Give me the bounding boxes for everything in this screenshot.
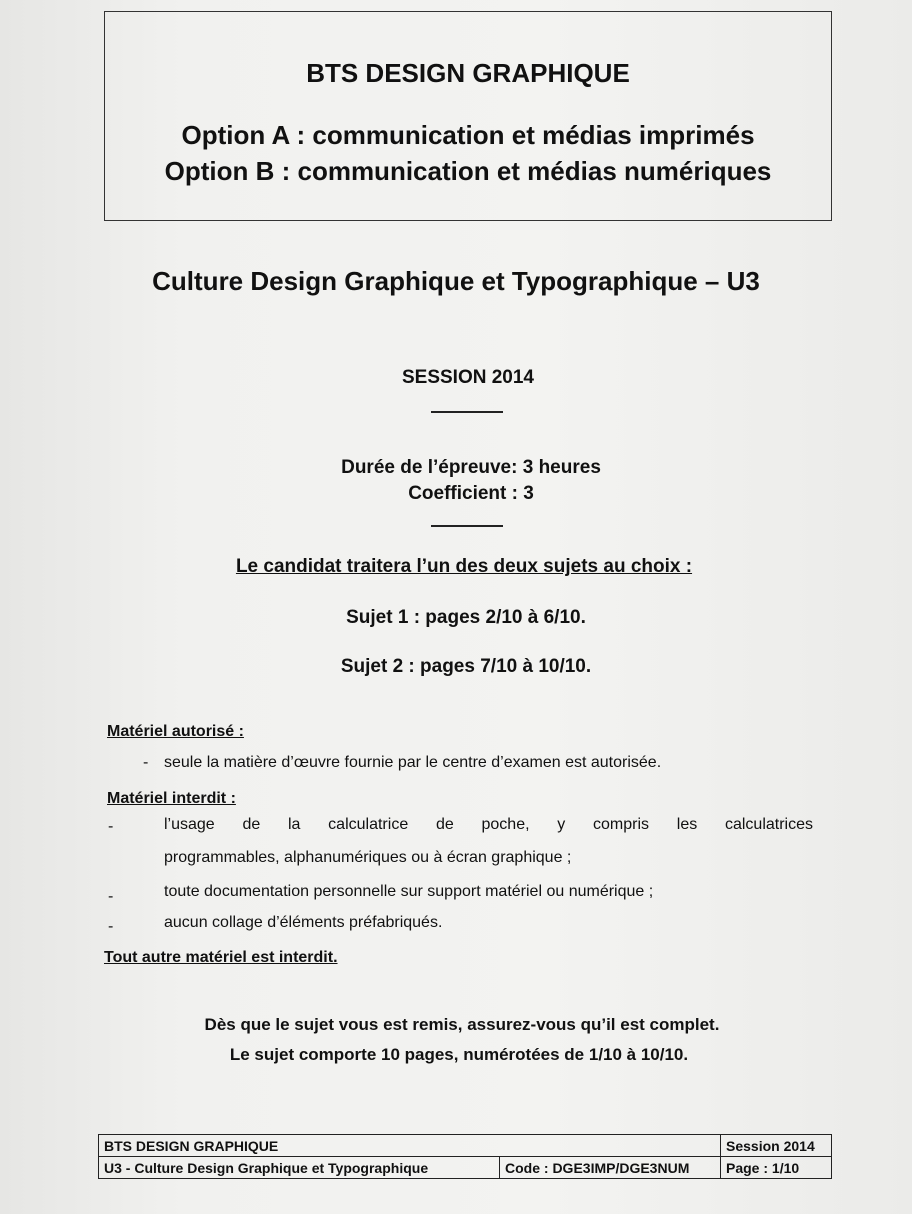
coefficient: Coefficient : 3 xyxy=(408,483,534,504)
program-title: BTS DESIGN GRAPHIQUE xyxy=(306,58,630,88)
authorized-material-heading: Matériel autorisé : xyxy=(107,723,244,740)
choice-instruction: Le candidat traitera l’un des deux sujets au choix : xyxy=(235,556,693,577)
authorized-item: seule la matière d’œuvre fournie par le centre d’examen est autorisée. xyxy=(164,754,662,771)
bullet-dash: - xyxy=(108,918,114,935)
duration: Durée de l’épreuve: 3 heures xyxy=(341,457,601,478)
bullet-dash: - xyxy=(108,818,114,835)
forbidden-item: aucun collage d’éléments préfabriqués. xyxy=(164,914,443,931)
bullet-dash: - xyxy=(108,888,114,905)
option-a: Option A : communication et médias imprimés xyxy=(181,120,755,150)
title-box xyxy=(104,11,832,221)
forbidden-item: toute documentation personnelle sur support matériel ou numérique ; xyxy=(164,883,654,900)
footer-session: Session 2014 xyxy=(721,1135,832,1157)
closing-line-2: Le sujet comporte 10 pages, numérotées de 1/10 à 10/10. xyxy=(229,1045,689,1064)
divider xyxy=(431,525,503,527)
footer-table xyxy=(98,1134,832,1179)
session-label: SESSION 2014 xyxy=(401,367,535,388)
closing-line-1: Dès que le sujet vous est remis, assurez-vous qu’il est complet. xyxy=(204,1015,720,1034)
option-b: Option B : communication et médias numériques xyxy=(164,156,772,186)
footer-page: Page : 1/10 xyxy=(721,1157,832,1179)
forbidden-item-continued: programmables, alphanumériques ou à écran graphique ; xyxy=(164,849,572,866)
divider xyxy=(431,411,503,413)
footer-unit: U3 - Culture Design Graphique et Typographique xyxy=(99,1157,500,1179)
forbidden-item: l’usage de la calculatrice de poche, y compris les calculatrices xyxy=(164,816,813,833)
sujet-1: Sujet 1 : pages 2/10 à 6/10. xyxy=(346,607,586,628)
other-forbidden-note: Tout autre matériel est interdit. xyxy=(104,949,338,966)
forbidden-material-heading: Matériel interdit : xyxy=(107,790,236,807)
exam-subtitle: Culture Design Graphique et Typographique – U3 xyxy=(152,266,760,296)
footer-program: BTS DESIGN GRAPHIQUE xyxy=(99,1135,721,1157)
bullet-dash: - xyxy=(143,754,149,771)
footer-code: Code : DGE3IMP/DGE3NUM xyxy=(500,1157,721,1179)
sujet-2: Sujet 2 : pages 7/10 à 10/10. xyxy=(340,656,592,677)
